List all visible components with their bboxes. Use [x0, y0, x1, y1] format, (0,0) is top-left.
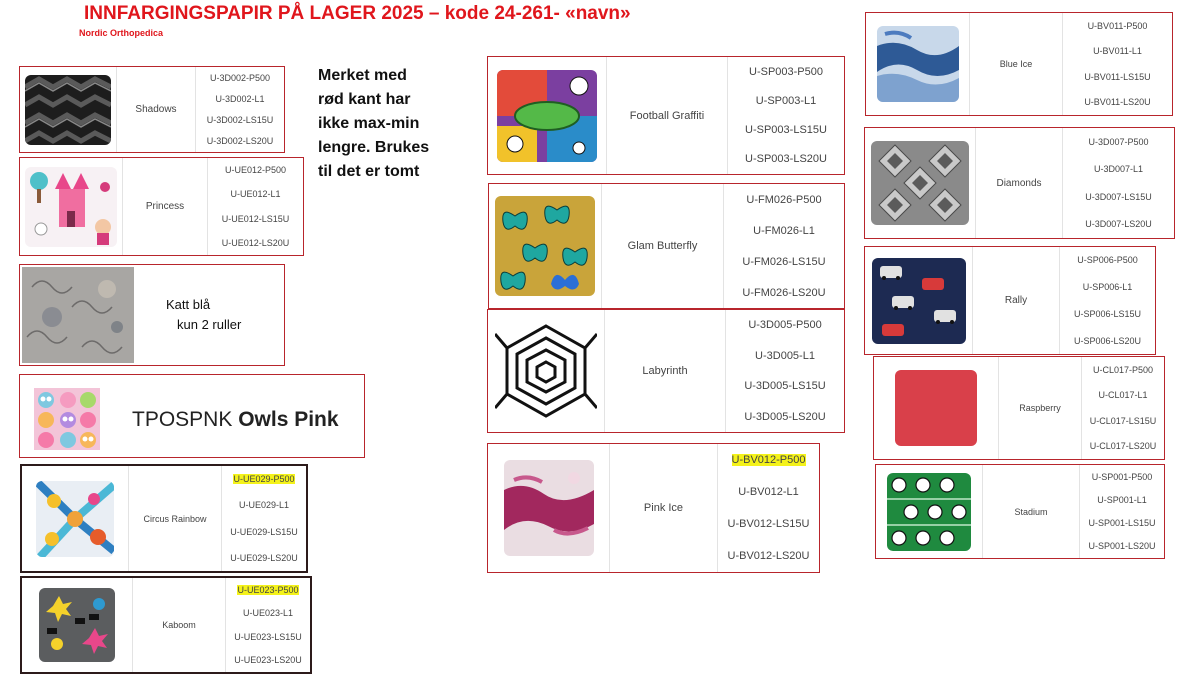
- product-codes: U-BV011-P500 U-BV011-L1 U-BV011-LS15U U-BV011-LS20U: [1084, 20, 1151, 108]
- product-codes: U-BV012-P500 U-BV012-L1 U-BV012-LS15U U-BV012-LS20U: [727, 454, 810, 562]
- product-name: Labyrinth: [605, 310, 726, 432]
- swatch-shadows-image: [20, 67, 117, 152]
- product-codes: U-3D005-P500 U-3D005-L1 U-3D005-LS15U U-3D005-LS20U: [744, 319, 826, 423]
- product-codes: U-CL017-P500 U-CL017-L1 U-CL017-LS15U U-CL017-LS20U: [1089, 364, 1157, 452]
- product-codes: U-UE029-P500 U-UE029-L1 U-UE029-LS15U U-UE029-LS20U: [230, 474, 298, 563]
- product-codes: U-SP001-P500 U-SP001-L1 U-SP001-LS15U U-SP001-LS20U: [1088, 471, 1156, 552]
- product-name: Circus Rainbow: [129, 466, 222, 571]
- highlighted-code: U-UE023-P500: [237, 584, 299, 595]
- product-card-blue-ice: [865, 12, 1173, 116]
- product-codes: U-3D007-P500 U-3D007-L1 U-3D007-LS15U U-3D007-LS20U: [1085, 136, 1152, 230]
- page-title: INNFARGINGSPAPIR PÅ LAGER 2025 – kode 24-261- «navn»: [84, 3, 631, 24]
- product-codes: U-UE023-P500 U-UE023-L1 U-UE023-LS15U U-UE023-LS20U: [234, 584, 302, 666]
- product-card-pink-ice: [487, 443, 820, 573]
- swatch-katt-image: [22, 267, 134, 363]
- product-name: Football Graffiti: [607, 57, 728, 174]
- swatch-diamonds-image: [865, 128, 976, 238]
- product-codes: U-FM026-P500 U-FM026-L1 U-FM026-LS15U U-FM026-LS20U: [742, 193, 826, 299]
- product-name: Glam Butterfly: [602, 184, 724, 308]
- product-card-owls-pink: [19, 374, 365, 458]
- swatch-labyrinth-image: [488, 310, 605, 432]
- product-card-katt-bla: [19, 264, 285, 366]
- product-name: Shadows: [117, 67, 196, 152]
- swatch-butterfly-image: [489, 184, 602, 308]
- swatch-raspberry-image: [874, 357, 999, 459]
- swatch-circus-image: [22, 466, 129, 571]
- product-name: Raspberry: [999, 357, 1082, 459]
- product-card-kaboom: [20, 576, 312, 674]
- product-card-football-graffiti: [487, 56, 845, 175]
- swatch-owls-image: [34, 388, 100, 450]
- product-codes: U-3D002-P500 U-3D002-L1 U-3D002-LS15U U-3D002-LS20U: [206, 72, 274, 147]
- product-card-stadium: [875, 464, 1165, 559]
- product-codes: U-UE012-P500 U-UE012-L1 U-UE012-LS15U U-UE012-LS20U: [221, 165, 290, 248]
- company-name: Nordic Orthopedica: [79, 28, 164, 38]
- product-card-diamonds: [864, 127, 1175, 239]
- product-card-princess: [19, 157, 304, 256]
- katt-note: Katt blå kun 2 ruller: [166, 297, 242, 332]
- product-card-labyrinth: [487, 309, 845, 433]
- swatch-kaboom-image: [22, 578, 133, 672]
- product-card-circus-rainbow: [20, 464, 308, 573]
- product-codes: U-SP003-P500 U-SP003-L1 U-SP003-LS15U U-SP003-LS20U: [745, 65, 827, 166]
- swatch-stadium-image: [876, 465, 983, 558]
- product-card-shadows: [19, 66, 285, 153]
- product-card-raspberry: [873, 356, 1165, 460]
- swatch-blue-ice-image: [866, 13, 970, 115]
- red-border-note: Merket med rød kant har ikke max-min lengre. Brukes til det er tomt: [318, 67, 430, 180]
- product-name: Kaboom: [133, 578, 226, 672]
- product-name: Pink Ice: [610, 444, 718, 572]
- product-name: Blue Ice: [970, 13, 1063, 115]
- highlighted-code: U-BV012-P500: [731, 454, 806, 466]
- owls-label: TPOSPNK Owls Pink: [132, 408, 339, 431]
- swatch-football-image: [488, 57, 607, 174]
- product-card-rally: [864, 246, 1156, 355]
- product-name: Diamonds: [976, 128, 1063, 238]
- product-name: Rally: [973, 247, 1060, 354]
- product-codes: U-SP006-P500 U-SP006-L1 U-SP006-LS15U U-SP006-LS20U: [1073, 255, 1142, 346]
- product-card-glam-butterfly: [488, 183, 845, 309]
- swatch-princess-image: [20, 158, 123, 255]
- highlighted-code: U-UE029-P500: [233, 474, 295, 485]
- product-name: Princess: [123, 158, 208, 255]
- swatch-rally-image: [865, 247, 973, 354]
- product-name: Stadium: [983, 465, 1080, 558]
- swatch-pink-ice-image: [488, 444, 610, 572]
